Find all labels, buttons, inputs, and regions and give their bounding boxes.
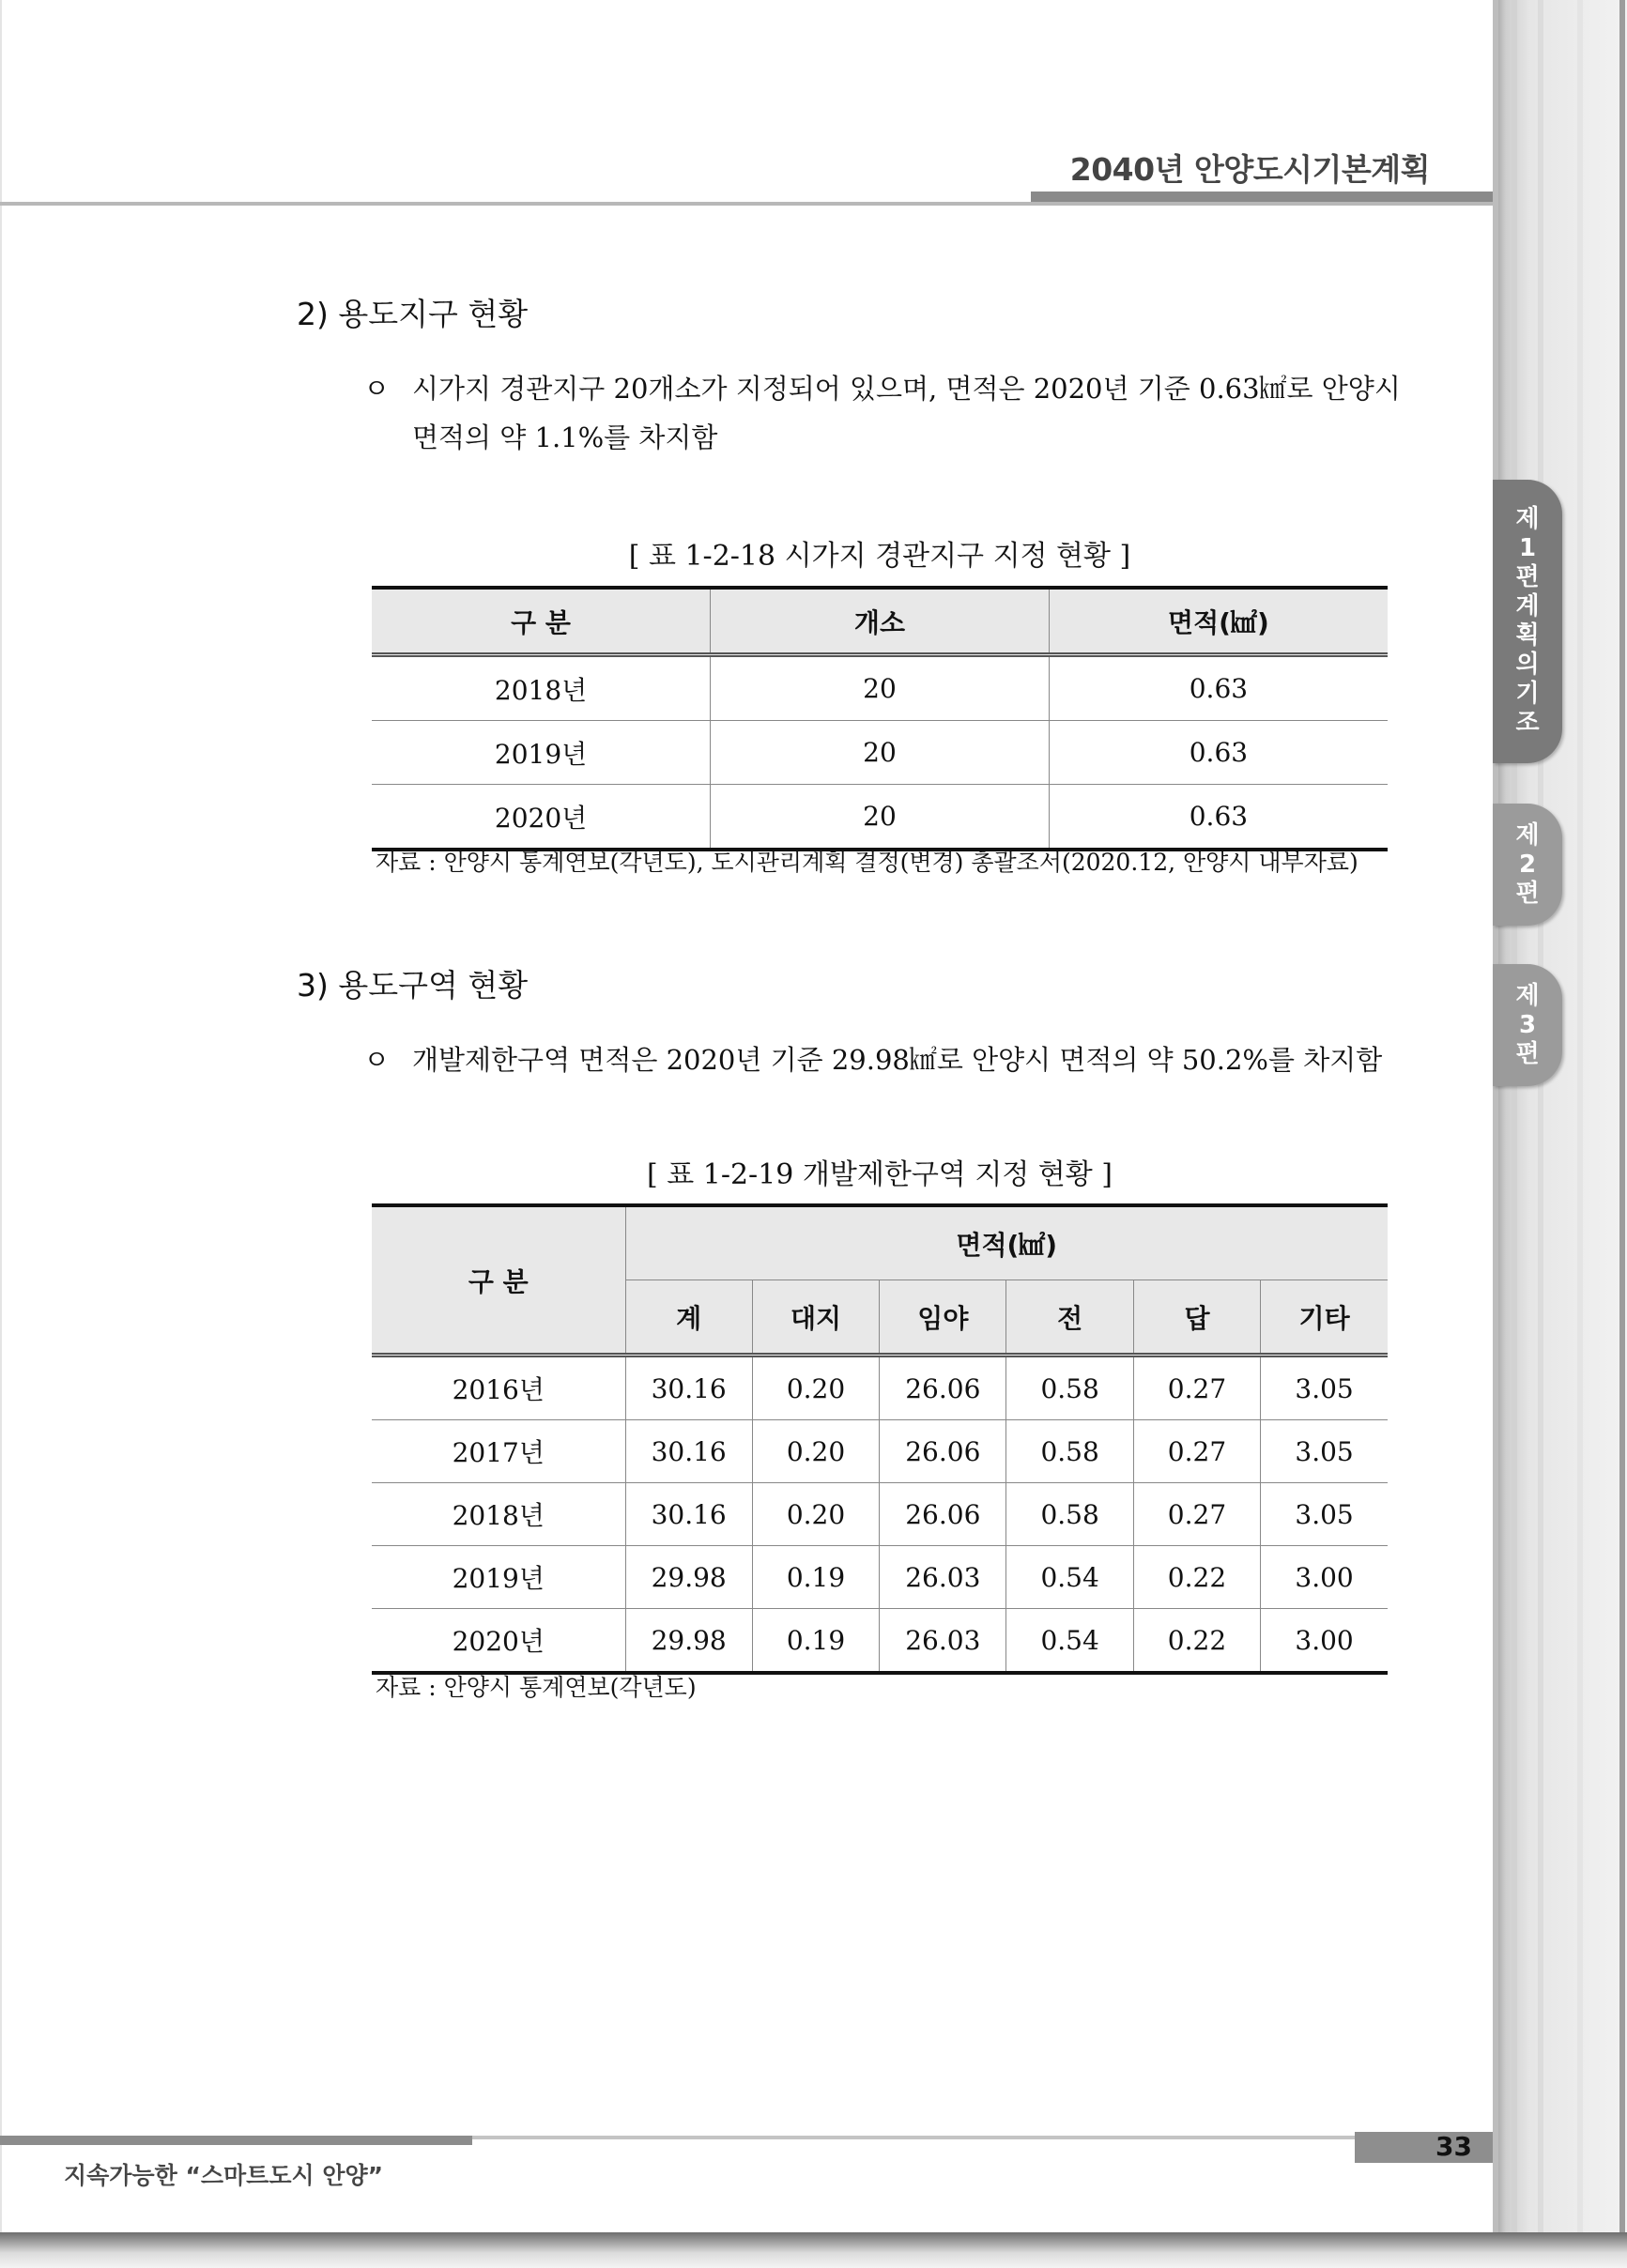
cell-site: 0.19	[752, 1546, 879, 1609]
cell-paddy: 0.27	[1133, 1356, 1260, 1420]
table-row	[372, 1420, 1388, 1483]
cell-forest: 26.03	[880, 1546, 1006, 1609]
cell-total: 30.16	[625, 1356, 752, 1420]
col-header-other: 기타	[1261, 1280, 1388, 1356]
col-header-area: 면적(㎢)	[1049, 588, 1388, 655]
cell-total: 30.16	[625, 1483, 752, 1546]
cell-year: 2016년	[372, 1356, 625, 1420]
cell-year: 2017년	[372, 1420, 625, 1483]
cell-area: 0.63	[1049, 721, 1388, 785]
col-header-area-group: 면적(㎢)	[625, 1205, 1388, 1280]
side-tab-part1[interactable]	[1493, 480, 1562, 763]
cell-year: 2019년	[372, 721, 711, 785]
cell-other: 3.05	[1261, 1483, 1388, 1546]
footer-divider	[472, 2136, 1355, 2139]
cell-total: 29.98	[625, 1546, 752, 1609]
cell-other: 3.05	[1261, 1420, 1388, 1483]
cell-paddy: 0.27	[1133, 1420, 1260, 1483]
table-caption-1-2-19: [ 표 1-2-19 개발제한구역 지정 현황 ]	[646, 1158, 1113, 1191]
table-source-note: 자료 : 안양시 통계연보(각년도)	[376, 1674, 697, 1701]
page-stack-bottom	[0, 2232, 1627, 2268]
col-header-field: 전	[1006, 1280, 1133, 1356]
cell-forest: 26.03	[880, 1609, 1006, 1674]
paragraph-line: 시가지 경관지구 20개소가 지정되어 있으며, 면적은 2020년 기준 0.63㎢로 안양시	[412, 373, 1401, 405]
side-tab-label: 제3편	[1515, 981, 1540, 1068]
cell-count: 20	[711, 721, 1050, 785]
cell-site: 0.19	[752, 1609, 879, 1674]
page-edge-left	[0, 0, 2, 2234]
col-header-total: 계	[625, 1280, 752, 1356]
table-row	[372, 1546, 1388, 1609]
page-number: 33	[1435, 2131, 1472, 2162]
document-title: 2040년 안양도시기본계획	[1069, 151, 1430, 188]
cell-year: 2018년	[372, 655, 711, 721]
table-header-row	[372, 588, 1388, 655]
footer-accent-bar	[0, 2136, 472, 2145]
cell-paddy: 0.22	[1133, 1609, 1260, 1674]
cell-site: 0.20	[752, 1356, 879, 1420]
cell-forest: 26.06	[880, 1483, 1006, 1546]
cell-forest: 26.06	[880, 1356, 1006, 1420]
table-row	[372, 1609, 1388, 1674]
table-header-row	[372, 1205, 1388, 1280]
col-header-category: 구 분	[372, 588, 711, 655]
bullet-circle-icon: ㅇ	[363, 373, 391, 405]
side-tab-part3[interactable]	[1493, 964, 1562, 1086]
cell-year: 2020년	[372, 785, 711, 850]
bullet-circle-icon: ㅇ	[363, 1044, 391, 1076]
col-header-paddy: 답	[1133, 1280, 1260, 1356]
cell-total: 29.98	[625, 1609, 752, 1674]
cell-other: 3.00	[1261, 1546, 1388, 1609]
col-header-forest: 임야	[880, 1280, 1006, 1356]
section3-paragraph	[363, 1035, 1409, 1084]
table-row	[372, 1356, 1388, 1420]
cell-field: 0.58	[1006, 1356, 1133, 1420]
table-greenbelt	[372, 1203, 1388, 1675]
cell-other: 3.05	[1261, 1356, 1388, 1420]
cell-count: 20	[711, 785, 1050, 850]
side-tab-label: 제2편	[1515, 820, 1540, 908]
header-accent-bar	[1031, 192, 1493, 202]
paragraph-line: 개발제한구역 면적은 2020년 기준 29.98㎢로 안양시 면적의 약 50.2%를 차지함	[412, 1044, 1383, 1076]
cell-count: 20	[711, 655, 1050, 721]
table-row	[372, 721, 1388, 785]
cell-site: 0.20	[752, 1420, 879, 1483]
cell-area: 0.63	[1049, 785, 1388, 850]
cell-year: 2019년	[372, 1546, 625, 1609]
table-row	[372, 1483, 1388, 1546]
section-heading-zoning-districts: 2) 용도지구 현황	[297, 296, 529, 332]
cell-other: 3.00	[1261, 1609, 1388, 1674]
header-divider	[0, 202, 1493, 206]
table-row	[372, 785, 1388, 850]
cell-year: 2020년	[372, 1609, 625, 1674]
cell-field: 0.54	[1006, 1609, 1133, 1674]
col-header-count: 개소	[711, 588, 1050, 655]
paragraph-line: 면적의 약 1.1%를 차지함	[412, 421, 718, 453]
cell-total: 30.16	[625, 1420, 752, 1483]
col-header-category: 구 분	[372, 1205, 625, 1356]
col-header-site: 대지	[752, 1280, 879, 1356]
side-tab-part2[interactable]	[1493, 804, 1562, 926]
cell-field: 0.58	[1006, 1420, 1133, 1483]
footer-slogan: 지속가능한 “스마트도시 안양”	[64, 2162, 384, 2189]
cell-year: 2018년	[372, 1483, 625, 1546]
section2-paragraph	[363, 364, 1409, 462]
cell-field: 0.58	[1006, 1483, 1133, 1546]
table-source-note: 자료 : 안양시 통계연보(각년도), 도시관리계획 결정(변경) 총괄조서(2020.12, 안양시 내부자료)	[376, 849, 1358, 876]
cell-forest: 26.06	[880, 1420, 1006, 1483]
section-heading-zoning-areas: 3) 용도구역 현황	[297, 967, 529, 1004]
table-caption-1-2-18: [ 표 1-2-18 시가지 경관지구 지정 현황 ]	[628, 540, 1131, 573]
table-landscape-district	[372, 586, 1388, 851]
side-tab-label: 제1편 계획의 기조	[1515, 505, 1540, 737]
cell-field: 0.54	[1006, 1546, 1133, 1609]
page-stack-right	[1493, 0, 1627, 2268]
cell-site: 0.20	[752, 1483, 879, 1546]
cell-paddy: 0.27	[1133, 1483, 1260, 1546]
cell-paddy: 0.22	[1133, 1546, 1260, 1609]
cell-area: 0.63	[1049, 655, 1388, 721]
table-row	[372, 655, 1388, 721]
